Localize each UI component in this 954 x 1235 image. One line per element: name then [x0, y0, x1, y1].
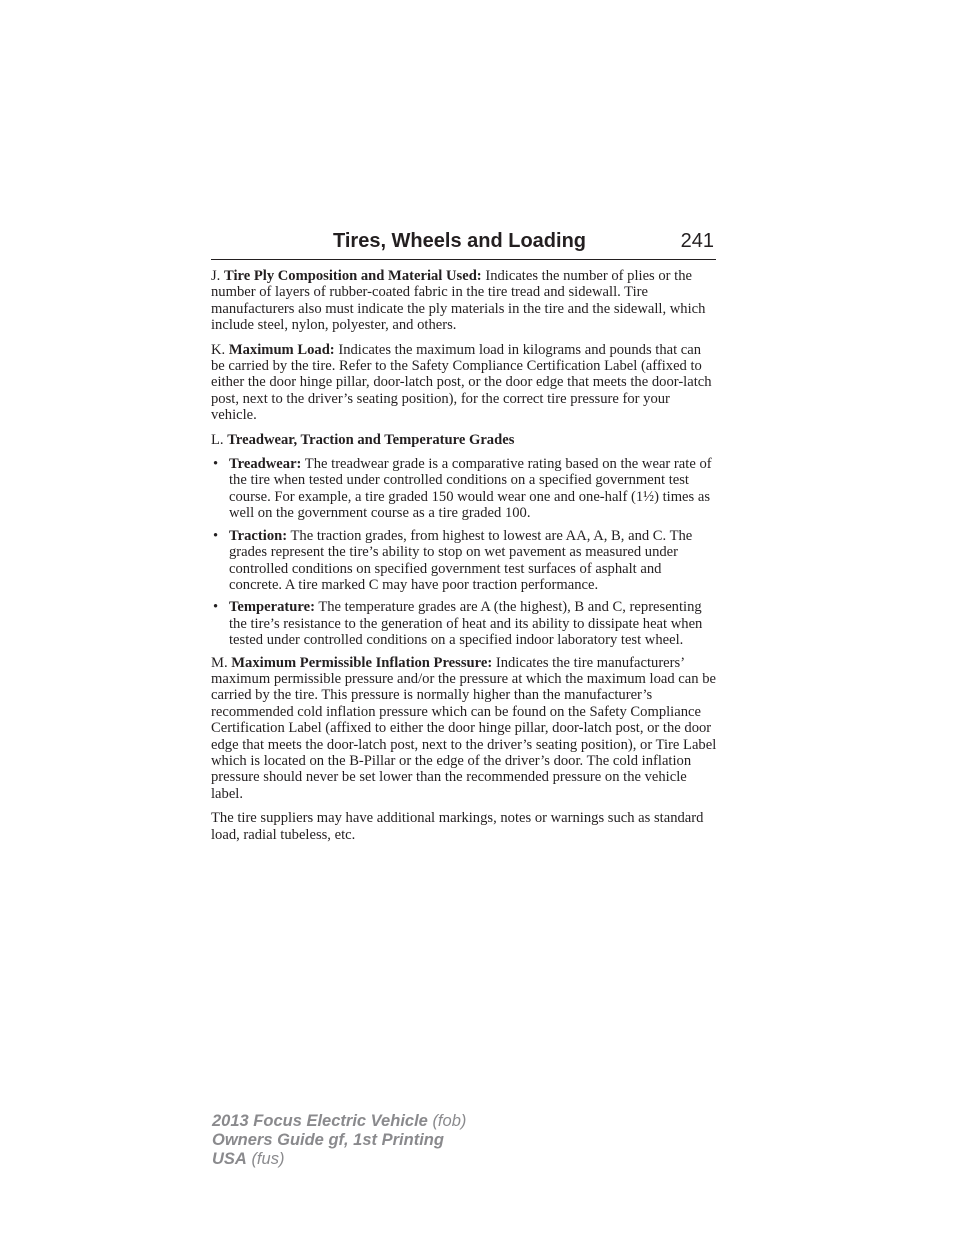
item-k-letter: K. [211, 341, 226, 358]
item-l-letter: L. [211, 431, 224, 448]
list-item [211, 599, 717, 648]
item-m-letter: M. [211, 654, 228, 671]
bullet-text: The traction grades, from highest to lowest are AA, A, B, and C. The grades represent the tire’s ability to stop on wet pavement as measured under controlled conditions on specified government test surfaces of asphalt and concrete. A tire marked C may have poor traction performance. [229, 527, 693, 593]
page-content [211, 268, 717, 851]
list-item [211, 528, 717, 594]
section-title: Tires, Wheels and Loading [333, 230, 587, 252]
footer-line-1 [212, 1112, 466, 1131]
item-k-text: Indicates the maximum load in kilograms and pounds that can be carried by the tire. Refer to the Safety Compliance Certification Label (affixed to either the door hinge pillar, door-latch post, or the door edge that meets the door-latch post, next to the driver’s seating position), for the correct tire pressure for your vehicle. [211, 341, 712, 424]
bullet-term: Traction: [229, 527, 288, 544]
list-item [211, 456, 717, 522]
item-k-term: Maximum Load: [228, 341, 335, 358]
item-j-term: Tire Ply Composition and Material Used: [223, 268, 482, 284]
footer-market-code: (fus) [251, 1150, 285, 1168]
page-header [211, 228, 716, 260]
document-footer [212, 1112, 466, 1169]
bullet-icon: • [213, 456, 219, 473]
item-m [211, 655, 717, 803]
item-j [211, 268, 717, 334]
page-number: 241 [680, 230, 714, 252]
footer-line-2 [212, 1131, 466, 1150]
footer-guide: Owners Guide gf, 1st Printing [212, 1131, 444, 1149]
item-j-text: Indicates the number of plies or the number of layers of rubber-coated fabric in the tire tread and sidewall. Tire manufacturers also must indicate the ply materials in the tire and the sidewall, which include steel, nylon, polyester, and others. [211, 268, 706, 334]
item-m-text: Indicates the tire manufacturers’ maximum permissible pressure and/or the pressure at which the maximum load can be carried by the tire. This pressure is normally higher than the manufacturer’s recommended cold inflation pressure which can be found on the Safety Compliance Certification Label (affixed to either the door hinge pillar, door-latch post, or the door edge that meets the door-latch post, next to the driver’s seating position), or Tire Label which is located on the B-Pillar or the edge of the driver’s door. The cold inflation pressure should never be set lower than the recommended pressure on the vehicle label. [211, 654, 717, 802]
item-j-letter: J. [211, 268, 221, 284]
footer-line-3 [212, 1150, 466, 1169]
footer-market: USA [212, 1150, 247, 1168]
item-l [211, 432, 717, 448]
bullet-term: Temperature: [229, 599, 315, 616]
bullet-icon: • [213, 599, 219, 616]
footer-vehicle: 2013 Focus Electric Vehicle [212, 1112, 428, 1130]
bullet-text: The temperature grades are A (the highest), B and C, representing the tire’s resistance to the generation of heat and its ability to dissipate heat when tested under controlled conditions on a specified indoor laboratory test wheel. [229, 599, 703, 649]
grades-list [211, 456, 717, 648]
bullet-text: The treadwear grade is a comparative rating based on the wear rate of the tire when tested under controlled conditions on a specified government test course. For example, a tire graded 150 would wear one and one-half (1½) times as well on the government course as a tire graded 100. [229, 456, 712, 522]
bullet-icon: • [213, 527, 219, 544]
closing-paragraph: The tire suppliers may have additional markings, notes or warnings such as standard load, radial tubeless, etc. [211, 810, 704, 843]
item-l-term: Treadwear, Traction and Temperature Grades [227, 431, 515, 448]
item-k [211, 342, 717, 424]
footer-vehicle-code: (fob) [432, 1112, 467, 1130]
item-m-term: Maximum Permissible Inflation Pressure: [231, 654, 493, 671]
bullet-term: Treadwear: [229, 456, 302, 473]
